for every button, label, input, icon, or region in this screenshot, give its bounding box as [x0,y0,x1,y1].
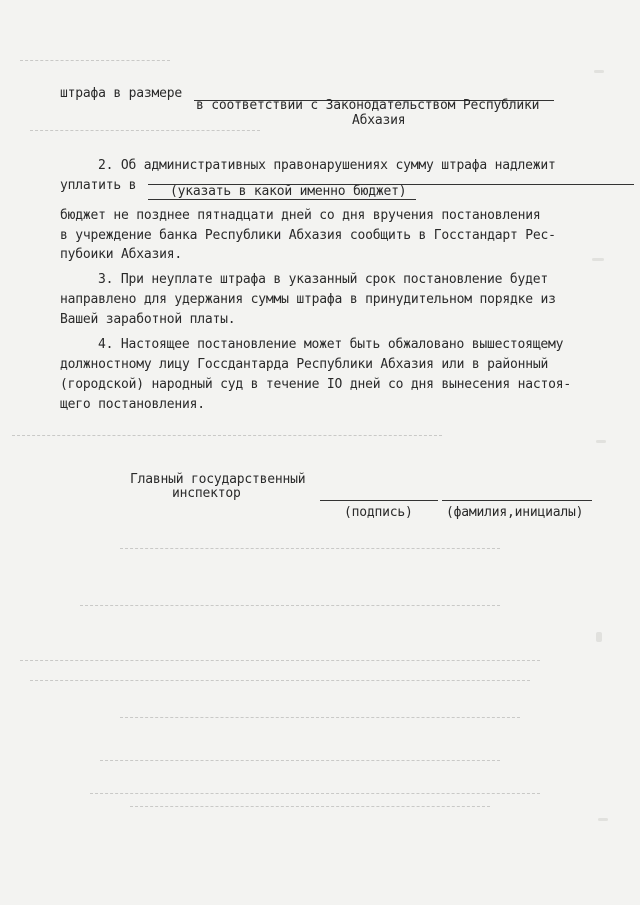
bleed-through-line [20,660,540,661]
law-reference-cont: Абхазия [352,113,406,128]
p2-line-5: пубоики Абхазия. [60,247,183,262]
name-line [442,500,592,501]
signature-caption: (подпись) [344,505,413,520]
p4-line-1: 4. Настоящее постановление может быть обжаловано вышестоящему [98,337,564,352]
p4-line-4: щего постановления. [60,397,205,412]
bleed-through-line [100,760,500,761]
inspector-title-line-1: Главный государственный [130,472,306,487]
bleed-through-line [20,60,170,61]
p4-line-2: должностному лицу Госсдантарда Республики Абхазия или в районный [60,357,549,372]
smudge [598,818,608,821]
bleed-through-line [120,548,500,549]
p4-line-3: (городской) народный суд в течение IO дней со дня вынесения настоя- [60,377,571,392]
p3-line-3: Вашей заработной платы. [60,312,236,327]
smudge [596,632,602,642]
signature-line [320,500,438,501]
bleed-through-line [90,793,540,794]
budget-hint-underline [148,199,416,200]
smudge [592,258,604,261]
fine-amount-label: штрафа в размере [60,86,183,101]
bleed-through-line [120,717,520,718]
p2-line-3: бюджет не позднее пятнадцати дней со дня вручения постановления [60,208,541,223]
inspector-title-line-2: инспектор [172,486,241,501]
name-caption: (фамилия,инициалы) [446,505,584,520]
bleed-through-line [30,680,530,681]
bleed-through-line [30,130,260,131]
bleed-through-line [80,605,500,606]
p2-line-4: в учреждение банка Республики Абхазия сообщить в Госстандарт Рес- [60,228,556,243]
p3-line-1: 3. При неуплате штрафа в указанный срок постановление будет [98,272,548,287]
law-reference: в соответствии с Законодательством Республики [196,98,540,113]
bleed-through-line [12,435,442,436]
smudge [596,440,606,443]
p2-line-2: уплатить в [60,178,137,193]
p2-line-1: 2. Об административных правонарушениях сумму штрафа надлежит [98,158,556,173]
bleed-through-line [130,806,490,807]
p3-line-2: направлено для удержания суммы штрафа в принудительном порядке из [60,292,556,307]
smudge [594,70,604,73]
budget-hint: (указать в какой именно бюджет) [170,184,407,199]
